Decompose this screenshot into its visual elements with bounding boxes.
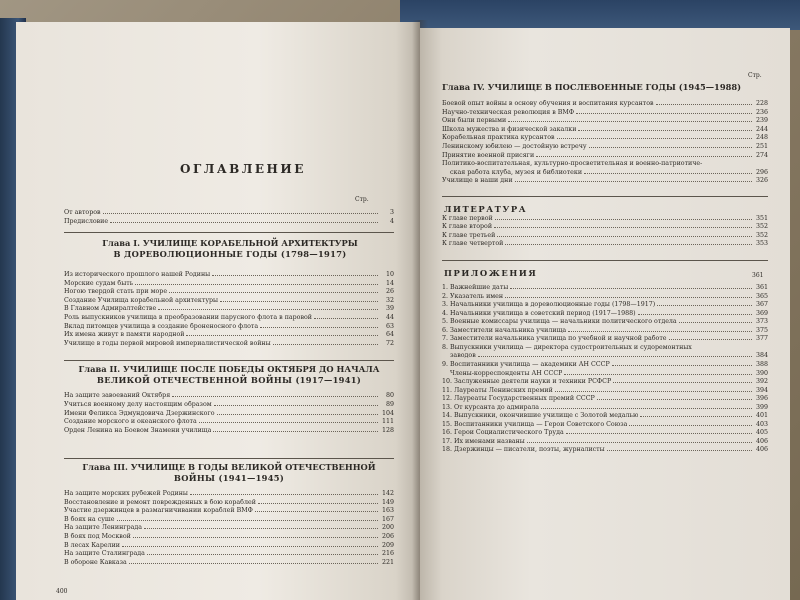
toc-entry-title: 2. Указатель имен	[442, 292, 504, 300]
toc-entry	[442, 438, 768, 445]
leader-dots	[527, 442, 752, 443]
toc-entry	[64, 550, 394, 557]
toc-entry-page: 239	[755, 117, 768, 125]
toc-entry	[442, 143, 768, 150]
leader-dots	[541, 408, 752, 409]
toc-entry	[64, 331, 394, 338]
toc-entry-page: 221	[381, 558, 394, 566]
toc-entry-page: 206	[381, 533, 394, 540]
toc-entry-title: На защите морских рубежей Родины	[64, 490, 188, 497]
leader-dots	[186, 335, 378, 336]
leader-dots	[566, 433, 752, 434]
toc-entry-page: 406	[755, 446, 768, 454]
literature-heading: ЛИТЕРАТУРА	[444, 204, 528, 214]
toc-entry	[450, 169, 768, 176]
leader-dots	[213, 431, 378, 432]
toc-entry-page: 200	[381, 524, 394, 532]
toc-entry	[64, 490, 394, 497]
leader-dots	[536, 156, 752, 157]
toc-entry-page: 390	[755, 369, 768, 377]
toc-entry	[450, 352, 768, 359]
chapter-2-heading	[66, 364, 392, 386]
toc-entry-title: заводов	[450, 352, 476, 360]
toc-entry	[442, 293, 768, 300]
toc-entry-title: Орден Ленина на Боевом Знамени училища	[64, 427, 212, 435]
toc-entry-page: 72	[385, 339, 394, 347]
toc-entry-page: 274	[755, 151, 768, 159]
toc-entry-page: 384	[755, 352, 768, 360]
toc-entry-page: 142	[381, 490, 394, 497]
leader-dots	[657, 305, 752, 306]
toc-entry-title: Создание Училища корабельной архитектуры	[64, 296, 219, 304]
leader-dots	[555, 391, 752, 392]
leader-dots	[133, 537, 378, 538]
toc-entry	[442, 335, 768, 342]
toc-entry-title: 15. Воспитанники училища — Герои Советского Союза	[442, 420, 628, 428]
toc-entry-page: 149	[381, 498, 394, 506]
leader-dots	[255, 511, 378, 512]
toc-entry-title: Имени Феликса Эдмундовича Дзержинского	[64, 409, 215, 417]
leader-dots	[478, 356, 752, 357]
leader-dots	[117, 520, 378, 521]
toc-entry	[64, 305, 394, 312]
toc-entry	[64, 288, 394, 295]
toc-entry-title: В обороне Кавказа	[64, 558, 127, 566]
toc-entry-page: 10	[385, 271, 394, 278]
leader-dots	[497, 236, 752, 237]
toc-entry-page: 406	[755, 437, 768, 445]
leader-dots	[260, 327, 378, 328]
toc-entry-title: 4. Начальники училища в советский период (1917—1988)	[442, 309, 636, 317]
toc-entry	[64, 314, 394, 321]
toc-entry-title: 1. Важнейшие даты	[442, 284, 509, 291]
toc-entry-title: В боях на суше	[64, 515, 115, 523]
toc-entry	[64, 218, 394, 225]
leader-dots	[129, 563, 378, 564]
toc-entry	[450, 370, 768, 377]
toc-entry	[64, 542, 394, 549]
toc-entry-title: Вклад питомцев училища в создание броненосного флота	[64, 322, 259, 330]
toc-entry-page: 296	[755, 168, 768, 176]
leader-dots	[656, 104, 752, 105]
toc-entry-page: 39	[385, 305, 394, 313]
leader-dots	[638, 314, 752, 315]
toc-entry-page: 128	[381, 427, 394, 435]
toc-entry-page: 3	[389, 209, 394, 216]
toc-entry	[64, 392, 394, 399]
toc-entry-title: Участие дзержинцев в размагничивании кораблей ВМФ	[64, 507, 253, 515]
toc-entry	[442, 100, 768, 107]
leader-dots	[217, 414, 378, 415]
toc-entry-title: На защите Сталинграда	[64, 550, 145, 558]
toc-entry	[442, 160, 768, 167]
toc-entry-page: 367	[755, 301, 768, 309]
leader-dots	[135, 284, 378, 285]
toc-entry-page: 369	[755, 309, 768, 317]
leader-dots	[613, 382, 752, 383]
leader-dots	[584, 173, 752, 174]
chapter-3-heading	[66, 462, 392, 484]
toc-entry	[64, 559, 394, 566]
toc-entry-page: 111	[381, 418, 394, 426]
leader-dots	[669, 339, 752, 340]
toc-entry-title: На защите Ленинграда	[64, 524, 142, 532]
toc-entry	[64, 297, 394, 304]
toc-entry-title: От авторов	[64, 209, 101, 216]
toc-entry-title: Восстановление и ремонт поврежденных в бою кораблей	[64, 498, 256, 506]
toc-entry	[442, 421, 768, 428]
toc-entry-title: Училище в наши дни	[442, 177, 513, 185]
leader-dots	[273, 344, 378, 345]
toc-entry-title: Члены-корреспонденты АН СССР	[450, 369, 563, 377]
toc-entry	[64, 516, 394, 523]
toc-entry	[442, 361, 768, 368]
toc-entry	[442, 301, 768, 308]
toc-entry	[64, 410, 394, 417]
toc-entry	[64, 427, 394, 434]
toc-entry-title: Создание морского и океанского флота	[64, 418, 197, 426]
chapter-1-heading	[70, 238, 390, 260]
toc-entry	[442, 215, 768, 222]
toc-entry	[442, 378, 768, 385]
toc-heading: ОГЛАВЛЕНИЕ	[180, 162, 306, 176]
toc-entry-page: 26	[385, 288, 394, 296]
leader-dots	[494, 227, 752, 228]
toc-entry	[442, 395, 768, 402]
leader-dots	[640, 416, 752, 417]
toc-entry-page: 351	[755, 215, 768, 222]
toc-entry	[442, 223, 768, 230]
toc-entry	[64, 340, 394, 347]
leader-dots	[505, 297, 752, 298]
toc-entry-page: 403	[755, 420, 768, 428]
toc-entry	[442, 327, 768, 334]
toc-entry-page: 405	[755, 429, 768, 437]
toc-entry-page: 104	[381, 409, 394, 417]
divider	[64, 360, 394, 361]
toc-entry-page: 352	[755, 223, 768, 231]
toc-entry-title: Школа мужества и физической закалки	[442, 125, 577, 133]
leader-dots	[212, 275, 378, 276]
toc-entry-page: 228	[755, 100, 768, 107]
toc-entry-page: 4	[389, 217, 394, 225]
leader-dots	[576, 113, 752, 114]
toc-entry-page: 365	[755, 292, 768, 300]
toc-entry	[442, 429, 768, 436]
divider	[64, 232, 394, 233]
toc-entry-title: Училище в годы первой мировой империалистической войны	[64, 339, 271, 347]
page-column-label: Стр.	[748, 72, 762, 79]
toc-entry-title: В Главном Адмиралтействе	[64, 305, 157, 313]
toc-entry	[64, 271, 394, 278]
toc-entry	[442, 310, 768, 317]
toc-entry-title: Из исторического прошлого нашей Родины	[64, 271, 211, 278]
leader-dots	[199, 422, 378, 423]
toc-entry-page: 80	[385, 392, 394, 399]
leader-dots	[495, 219, 752, 220]
toc-entry-title: 6. Заместители начальника училища	[442, 326, 567, 334]
page-number: 400	[56, 588, 68, 595]
appendices-heading: ПРИЛОЖЕНИЯ	[444, 268, 538, 278]
book-cover-top-edge	[400, 0, 800, 30]
appendices-heading-page: 361	[752, 272, 764, 279]
toc-entry-page: 216	[381, 550, 394, 558]
toc-entry-title: На защите завоеваний Октября	[64, 392, 171, 399]
leader-dots	[629, 425, 752, 426]
toc-entry	[442, 152, 768, 159]
toc-entry-title: К главе третьей	[442, 231, 496, 239]
toc-entry-title: Роль выпускников училища в преобразовании парусного флота в паровой	[64, 314, 313, 321]
toc-entry-title: Боевой опыт войны в основу обучения и воспитания курсантов	[442, 100, 654, 107]
toc-entry-title: 16. Герои Социалистического Труда	[442, 429, 564, 437]
leader-dots	[214, 405, 378, 406]
toc-entry	[442, 404, 768, 411]
toc-entry	[442, 412, 768, 419]
toc-entry-title: Ленинскому юбилею — достойную встречу	[442, 143, 587, 150]
toc-entry-page: 248	[755, 134, 768, 142]
toc-entry-title: ская работа клуба, музея и библиотеки	[450, 168, 583, 176]
toc-entry-title: Принятие военной присяги	[442, 151, 535, 159]
chapter-3-title-line2: ВОЙНЫ (1941—1945)	[173, 473, 285, 483]
toc-entry-title: Предисловие	[64, 217, 109, 225]
leader-dots	[505, 244, 752, 245]
toc-entry-page: 32	[385, 296, 394, 304]
toc-entry-title: 14. Выпускники, окончившие училище с Золотой медалью	[442, 412, 639, 420]
leader-dots	[314, 318, 378, 319]
leader-dots	[568, 331, 752, 332]
leader-dots	[147, 554, 378, 555]
leader-dots	[612, 365, 752, 366]
chapter-4-title: Глава IV. УЧИЛИЩЕ В ПОСЛЕВОЕННЫЕ ГОДЫ (1945—1988)	[442, 82, 742, 92]
leader-dots	[597, 399, 752, 400]
chapter-4-heading	[442, 82, 742, 93]
show-through-text	[528, 488, 758, 578]
leader-dots	[508, 121, 752, 122]
toc-entry-page: 394	[755, 386, 768, 394]
toc-entry-page: 14	[385, 279, 394, 287]
toc-entry-page: 399	[755, 403, 768, 411]
leader-dots	[589, 147, 752, 148]
toc-entry-title: Политико-воспитательная, культурно-просветительная и военно-патриотиче-	[442, 160, 703, 168]
toc-entry	[442, 240, 768, 247]
toc-entry	[64, 323, 394, 330]
toc-entry-page: 236	[755, 108, 768, 116]
toc-entry-page: 163	[381, 507, 394, 515]
leader-dots	[103, 213, 378, 214]
toc-entry-title: В лесах Карелии	[64, 541, 120, 549]
chapter-3-title-line1: Глава III. УЧИЛИЩЕ В ГОДЫ ВЕЛИКОЙ ОТЕЧЕСТВЕННОЙ	[82, 462, 376, 472]
toc-entry-page: 64	[385, 331, 394, 339]
leader-dots	[190, 494, 378, 495]
toc-entry-title: Они были первыми	[442, 117, 507, 125]
toc-entry	[64, 524, 394, 531]
toc-entry-page: 44	[385, 314, 394, 321]
toc-entry-page: 63	[385, 322, 394, 330]
toc-entry-title: К главе второй	[442, 223, 493, 231]
toc-entry-title: 17. Их именами названы	[442, 437, 525, 445]
leader-dots	[122, 546, 378, 547]
toc-entry	[64, 418, 394, 425]
leader-dots	[564, 374, 752, 375]
toc-entry-title: Их имена живут в памяти народной	[64, 331, 185, 339]
leader-dots	[144, 528, 378, 529]
toc-entry-title: Морские судам быть	[64, 279, 134, 287]
toc-entry	[442, 318, 768, 325]
chapter-1-title-line1: Глава I. УЧИЛИЩЕ КОРАБЕЛЬНОЙ АРХИТЕКТУРЫ	[102, 238, 358, 248]
toc-entry-page: 89	[385, 400, 394, 408]
divider	[64, 458, 394, 459]
leader-dots	[607, 450, 752, 451]
toc-entry	[442, 284, 768, 291]
toc-entry-page: 375	[755, 326, 768, 334]
toc-entry-page: 373	[755, 318, 768, 326]
leader-dots	[172, 396, 378, 397]
leader-dots	[258, 503, 378, 504]
toc-entry	[64, 533, 394, 540]
leader-dots	[158, 309, 378, 310]
chapter-2-title-line2: ВЕЛИКОЙ ОТЕЧЕСТВЕННОЙ ВОЙНЫ (1917—1941)	[96, 375, 362, 385]
toc-entry	[64, 401, 394, 408]
chapter-1-title-line2: В ДОРЕВОЛЮЦИОННЫЕ ГОДЫ (1798—1917)	[113, 249, 347, 259]
toc-entry	[64, 499, 394, 506]
toc-entry	[442, 117, 768, 124]
leader-dots	[510, 288, 752, 289]
chapter-2-title-line1: Глава II. УЧИЛИЩЕ ПОСЛЕ ПОБЕДЫ ОКТЯБРЯ ДО НАЧАЛА	[78, 364, 380, 374]
toc-entry-page: 388	[755, 360, 768, 368]
leader-dots	[515, 181, 752, 182]
leader-dots	[557, 138, 752, 139]
leader-dots	[169, 292, 378, 293]
toc-entry	[64, 280, 394, 287]
toc-entry-title: 9. Воспитанники училища — академики АН СССР	[442, 360, 610, 368]
toc-entry-page: 396	[755, 395, 768, 403]
toc-entry	[442, 344, 768, 351]
toc-entry-title: 8. Выпускники училища — директора судостроительных и судоремонтных	[442, 343, 692, 351]
toc-entry	[442, 232, 768, 239]
toc-entry-title: К главе первой	[442, 215, 493, 222]
toc-entry-title: 13. От курсанта до адмирала	[442, 403, 539, 411]
leader-dots	[578, 130, 752, 131]
toc-entry-page: 251	[755, 143, 768, 150]
toc-entry-page: 377	[755, 335, 768, 343]
toc-entry-title: Учиться военному делу настоящим образом	[64, 400, 212, 408]
divider	[442, 260, 768, 261]
toc-entry-title: Научно-техническая революция в ВМФ	[442, 108, 575, 116]
divider	[442, 196, 768, 197]
leader-dots	[679, 322, 752, 323]
toc-entry-page: 209	[381, 541, 394, 549]
toc-entry-title: 7. Заместители начальника училища по учебной и научной работе	[442, 335, 667, 343]
page-column-label: Стр.	[355, 196, 369, 203]
toc-entry-title: Ногою твердой стать при море	[64, 288, 168, 296]
toc-entry	[442, 134, 768, 141]
toc-entry-page: 244	[755, 125, 768, 133]
toc-entry-title: К главе четвертой	[442, 240, 504, 248]
toc-entry-title: Корабельная практика курсантов	[442, 134, 555, 142]
toc-entry	[442, 109, 768, 116]
toc-entry-title: 10. Заслуженные деятели науки и техники РСФСР	[442, 378, 612, 386]
toc-entry-title: 11. Лауреаты Ленинских премий	[442, 386, 553, 394]
toc-entry	[442, 177, 768, 184]
toc-entry-page: 353	[755, 240, 768, 248]
toc-entry-page: 401	[755, 412, 768, 420]
toc-entry	[442, 387, 768, 394]
toc-entry-page: 167	[381, 515, 394, 523]
toc-entry	[442, 446, 768, 453]
toc-entry-title: 5. Военные комиссары училища — начальники политического отдела	[442, 318, 677, 326]
toc-entry	[64, 209, 394, 216]
toc-entry-title: 3. Начальники училища в дореволюционные годы (1798—1917)	[442, 301, 656, 309]
leader-dots	[220, 301, 378, 302]
toc-entry-title: 12. Лауреаты Государственных премий СССР	[442, 395, 595, 403]
toc-entry-page: 361	[755, 284, 768, 291]
leader-dots	[110, 222, 378, 223]
toc-entry	[64, 507, 394, 514]
toc-entry-page: 392	[755, 378, 768, 386]
toc-entry	[442, 126, 768, 133]
toc-entry-page: 326	[755, 177, 768, 185]
toc-entry-title: 18. Дзержинцы — писатели, поэты, журналисты	[442, 446, 605, 454]
toc-entry-page: 352	[755, 231, 768, 239]
toc-entry-title: В боях под Москвой	[64, 533, 131, 540]
